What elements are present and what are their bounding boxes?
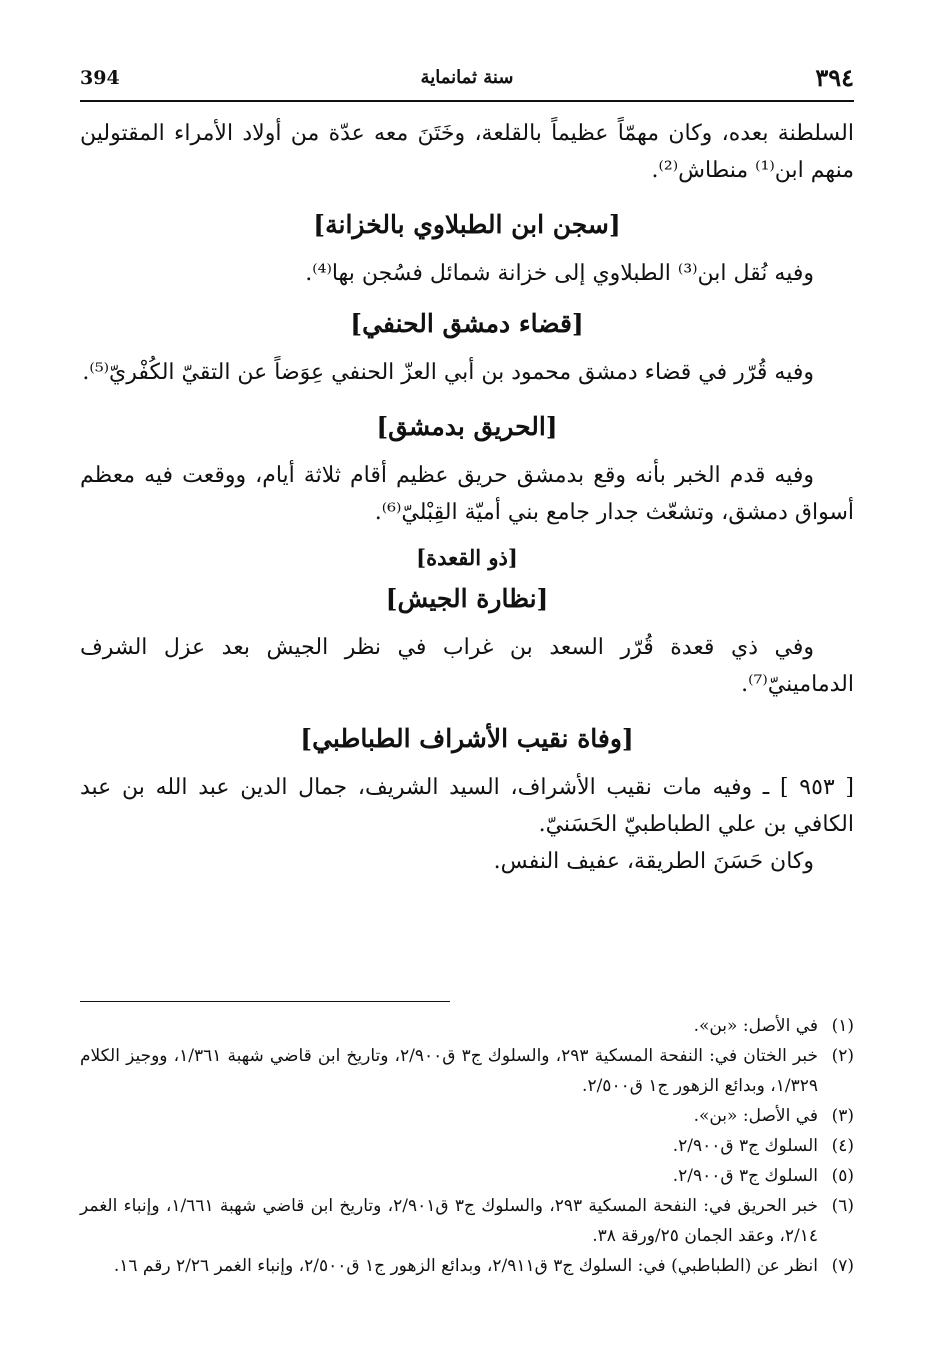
paragraph-4: وفيه قدم الخبر بأنه وقع بدمشق حريق عظيم أقام ثلاثة أيام، ووقعت فيه معظم أسواق دمشق، وتشعّث جدار جامع بني أميّة القِبْليّ⁽⁶⁾. [80, 463, 854, 525]
footnote-text: السلوك ج٣ ق٢/٩٠٠. [672, 1136, 818, 1156]
heading-army: [نظارة الجيش] [385, 584, 549, 613]
paragraph-7: وكان حَسَنَ الطريقة، عفيف النفس. [493, 849, 814, 874]
footnote-text: في الأصل: «بن». [693, 1106, 818, 1126]
footnotes [80, 1011, 854, 1281]
header-rule [80, 100, 854, 102]
footnote-number: (٤) [831, 1136, 854, 1156]
footnote-number: (٢) [831, 1046, 854, 1066]
footnote-text: انظر عن (الطباطبي) في: السلوك ج٣ ق٢/٩١١، وبدائع الزهور ج١ ق٢/٥٠٠، وإنباء الغمر ٢/٢٦ رقم ١٦. [113, 1256, 818, 1276]
footnote-number: (٥) [831, 1166, 854, 1186]
heading-month: [ذو القعدة] [416, 545, 518, 570]
running-title: سنة ثمانماية [420, 67, 514, 88]
footnote-number: (٣) [831, 1106, 854, 1126]
footnote-text: في الأصل: «بن». [693, 1016, 818, 1036]
footnote-number: (٦) [831, 1196, 854, 1216]
footnote-number: (٧) [831, 1256, 854, 1276]
footnote-number: (١) [831, 1016, 854, 1036]
heading-fire: [الحريق بدمشق] [376, 412, 558, 441]
running-head [80, 63, 854, 93]
paragraph-1: السلطنة بعده، وكان مهمّاً عظيماً بالقلعة، وخَتَنَ معه عدّة من أولاد الأمراء المقتولين منهم ابن⁽¹⁾ منطاش⁽²⁾. [80, 121, 854, 183]
page [80, 55, 854, 1345]
heading-prison: [سجن ابن الطبلاوي بالخزانة] [313, 210, 621, 239]
footnote [80, 1011, 854, 1041]
footnote-text: خبر الحريق في: النفحة المسكية ٢٩٣، والسلوك ج٣ ق٢/٩٠١، وتاريخ ابن قاضي شهبة ١/٦٦١، وإنباء الغمر ٢/١٤، وعقد الجمان ٢٥/ورقة ٣٨. [80, 1196, 818, 1246]
footnote [80, 1041, 854, 1101]
footnote-text: السلوك ج٣ ق٢/٩٠٠. [672, 1166, 818, 1186]
heading-judgeship: [قضاء دمشق الحنفي] [350, 309, 584, 338]
paragraph-6: [ ٩٥٣ ] ـ وفيه مات نقيب الأشراف، السيد الشريف، جمال الدين عبد الله بن عبد الكافي بن علي الطباطبيّ الحَسَنيّ. [80, 775, 854, 837]
footnote [80, 1251, 854, 1281]
footnote [80, 1191, 854, 1251]
paragraph-3: وفيه قُرّر في قضاء دمشق محمود بن أبي العزّ الحنفي عِوَضاً عن التقيّ الكُفْريّ⁽⁵⁾. [82, 360, 814, 385]
page-number-latin: 394 [80, 67, 120, 89]
footnote [80, 1131, 854, 1161]
footnote-text: خبر الختان في: النفحة المسكية ٢٩٣، والسلوك ج٣ ق٢/٩٠٠، وتاريخ ابن قاضي شهبة ١/٣٦١، ووجيز الكلام ١/٣٢٩، وبدائع الزهور ج١ ق٢/٥٠٠. [80, 1046, 818, 1096]
footnote [80, 1161, 854, 1191]
paragraph-2: وفيه نُقل ابن⁽³⁾ الطبلاوي إلى خزانة شمائل فسُجن بها⁽⁴⁾. [305, 261, 814, 286]
paragraph-5: وفي ذي قعدة قُرّر السعد بن غراب في نظر الجيش بعد عزل الشرف الدمامينيّ⁽⁷⁾. [80, 635, 854, 697]
main-text [80, 115, 854, 880]
heading-death: [وفاة نقيب الأشراف الطباطبي] [300, 724, 634, 753]
footnote-rule [80, 1001, 450, 1002]
footnote [80, 1101, 854, 1131]
page-number-arabic: ٣٩٤ [815, 63, 854, 92]
